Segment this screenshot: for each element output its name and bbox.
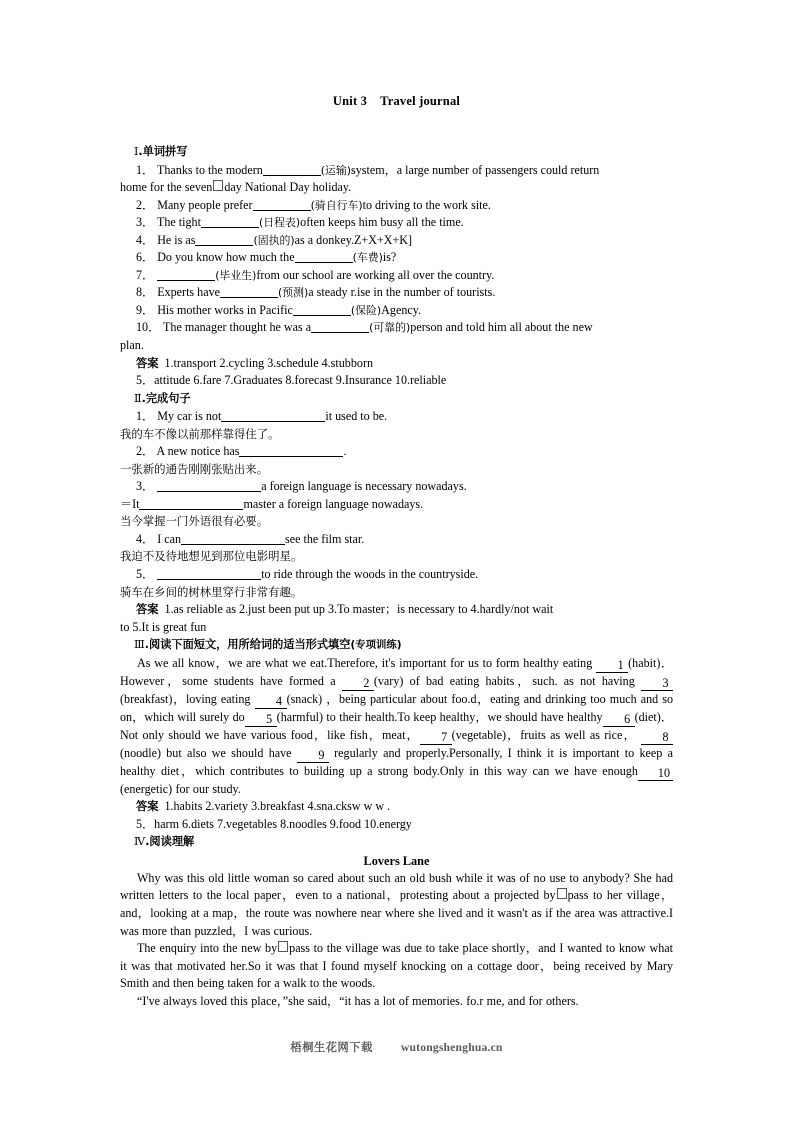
page-title [120, 93, 673, 109]
question-number: 4． [136, 232, 155, 247]
cloze-text: (vary) of bad eating habits，such. as not having [373, 673, 635, 688]
question-number: 1． [136, 162, 155, 177]
question-text-cont: home for the seven [120, 180, 213, 195]
question-text: Do you know how much the [157, 250, 295, 265]
question-text: Experts have [157, 285, 220, 300]
section-3-paren: (专项训练) [350, 639, 402, 652]
answer-block-3-cont [120, 816, 673, 834]
question-item-continuation [120, 179, 673, 197]
question-text: Thanks to the modern [156, 162, 263, 177]
question-item [120, 319, 673, 337]
question-number: 5． [136, 567, 155, 582]
answer-block-1-cont [120, 372, 673, 390]
reading-paragraph [120, 870, 673, 940]
question-text-tail: . [343, 444, 347, 459]
section-3-roman: Ⅲ [134, 639, 145, 652]
question-item [120, 249, 673, 267]
answer-values: 5．attitude 6.fare 7.Graduates 8.forecast 9.Insurance 10.reliable [136, 373, 447, 388]
question-number: 10． [136, 320, 161, 335]
cloze-blank-2[interactable]: 2 [342, 677, 374, 691]
cloze-text: (vegetable)，fruits as well as rice， [451, 727, 637, 742]
question-hint: (可靠的) [369, 321, 411, 335]
question-translation: 我迫不及待地想见到那位电影明星。 [120, 549, 303, 564]
question-text-tail: system，a large number of passengers could return [351, 162, 600, 177]
cloze-text: (snack) ，being particular about foo.d，eating and drinking too much and so on，which will surely do [120, 691, 674, 724]
question-number: 2． [136, 444, 155, 459]
question-text-tail: person and told him all about the new [410, 320, 593, 335]
missing-glyph-icon [557, 888, 567, 899]
answer-blank[interactable] [157, 268, 215, 281]
answer-blank[interactable] [295, 250, 353, 263]
question-number: 8． [136, 285, 155, 300]
question-translation: 骑车在乡间的树林里穿行非常有趣。 [120, 584, 303, 599]
section-4-label: .阅读理解 [145, 835, 195, 849]
cloze-text: (energetic) for our study. [120, 781, 241, 796]
section-2-roman: Ⅱ [134, 392, 142, 405]
answer-label: 答案 [136, 800, 159, 814]
missing-glyph-icon [278, 941, 288, 952]
footer-site-name: 梧桐生花网下载 [290, 1041, 373, 1054]
section-heading-1 [120, 143, 673, 162]
answer-blank[interactable] [220, 285, 278, 298]
footer-url: wutongshenghua.cn [400, 1041, 503, 1054]
question-hint: (日程表) [258, 216, 301, 230]
reading-paragraph [120, 940, 673, 993]
cloze-text: (diet)．Not only should we have various food，like fish，meat， [120, 709, 673, 742]
question-hint: (毕业生) [215, 268, 257, 282]
question-text-tail: often keeps him busy all the time. [300, 215, 464, 230]
question-translation: 当今掌握一门外语很有必要。 [120, 514, 269, 529]
answer-blank[interactable] [253, 198, 311, 211]
paragraph-text: Why was this old little woman so cared about such an old bush while it was of no use to anybody? She had written letters to the local paper，even to a national，protesting about a projected by [120, 870, 673, 903]
question-text-tail: master a foreign language nowadays. [243, 496, 424, 511]
cloze-text: (harmful) to their health.To keep healthy，we should have healthy [276, 709, 603, 724]
cloze-blank-6[interactable]: 6 [603, 713, 635, 727]
cloze-blank-7[interactable]: 7 [420, 731, 452, 745]
question-number: 3． [136, 215, 155, 230]
question-item [120, 566, 673, 584]
question-item [120, 214, 673, 232]
question-hint: (运输) [320, 163, 352, 177]
question-text-cont2: day National Day holiday. [224, 180, 352, 195]
question-text: ＝It [120, 496, 140, 511]
question-text: A new notice has [156, 444, 240, 459]
question-number: 2． [136, 197, 155, 212]
question-translation: 我的车不像以前那样靠得住了。 [120, 426, 280, 441]
question-text-cont: plan. [120, 337, 144, 352]
answer-blank[interactable] [239, 444, 343, 457]
answer-values: 1.transport 2.cycling 3.schedule 4.stubborn [164, 355, 374, 370]
question-text-tail: a foreign language is necessary nowadays. [261, 479, 467, 494]
cloze-text: (breakfast)，loving eating [120, 691, 251, 706]
question-translation: 一张新的通告刚刚张贴出来。 [120, 461, 269, 476]
section-2-label: .完成句子 [141, 391, 191, 405]
question-number: 1． [136, 409, 155, 424]
answer-block-1 [120, 355, 673, 373]
question-number: 9． [136, 302, 155, 317]
cloze-blank-4[interactable]: 4 [255, 695, 287, 709]
question-text-tail: to driving to the work site. [362, 197, 491, 212]
answer-block-2-cont [120, 619, 673, 637]
question-item [120, 232, 673, 250]
question-text: The tight [156, 215, 201, 230]
cloze-text: As we all know，we are what we eat.Therefore, it's important for us to form healthy eating [137, 655, 593, 670]
paragraph-text: pass to the village was due to take place shortly，and I wanted to know what it was that motivated her.So it was that I found myself knocking on a cottage door，being received by Mary Smith and then being taken for a walk to the woods. [120, 941, 673, 991]
section-1-label: .单词拼写 [138, 145, 188, 158]
question-item [120, 478, 673, 496]
cloze-blank-10[interactable]: 10 [638, 767, 673, 781]
paragraph-text: pass to her village，and，looking at a map，the route was nowhere near where she lived and it wasn't as if the area was attractive.I was more than puzzled，I was curious. [120, 888, 673, 938]
answer-blank[interactable] [195, 233, 253, 246]
question-text: I can [157, 531, 182, 546]
question-item [120, 408, 673, 426]
answer-values: 1.habits 2.variety 3.breakfast 4.sna.cksw w w . [164, 799, 391, 814]
answer-label: 答案 [136, 603, 159, 617]
answer-blank[interactable] [293, 303, 351, 316]
question-text: Many people prefer [157, 197, 253, 212]
answer-blank[interactable] [221, 409, 325, 422]
section-heading-3 [120, 636, 673, 655]
answer-blank[interactable] [311, 320, 369, 333]
section-1-roman: Ⅰ [134, 146, 139, 158]
question-text-tail: a steady r.ise in the number of tourists. [308, 285, 496, 300]
reading-passage-title: Lovers Lane [363, 853, 430, 868]
section-4-roman: Ⅳ [134, 836, 146, 849]
question-item-continuation [120, 337, 673, 355]
answer-block-3 [120, 798, 673, 816]
cloze-text: (noodle) but also we should have [120, 745, 292, 760]
question-item [120, 197, 673, 215]
question-item [120, 267, 673, 285]
question-text: My car is not [157, 409, 222, 424]
question-text-tail: see the film star. [285, 531, 365, 546]
question-hint: (骑自行车) [310, 198, 363, 212]
question-hint: (车费) [352, 251, 383, 265]
question-text-tail: from our school are working all over the country. [256, 267, 495, 282]
question-text-tail: is? [382, 250, 397, 265]
question-text-tail: Agency. [381, 302, 422, 317]
question-text-tail: as a donkey.Z+X+X+K] [294, 232, 413, 247]
reading-quote-line: “I've always loved this place，”she said，“it has a lot of memories. fo.r me, and for others. [137, 993, 579, 1008]
answer-label: 答案 [136, 356, 159, 370]
cloze-blank-5[interactable]: 5 [245, 713, 277, 727]
question-number: 4． [136, 531, 155, 546]
answer-blank[interactable] [157, 479, 261, 492]
cloze-passage [120, 655, 673, 799]
answer-blank[interactable] [181, 532, 285, 545]
answer-values: to 5.It is great fun [120, 619, 207, 634]
answer-blank[interactable] [263, 163, 321, 176]
title-name: Travel journal [380, 94, 461, 108]
footer-watermark [0, 1038, 793, 1057]
question-item [120, 162, 673, 180]
question-item [120, 443, 673, 461]
cloze-text: (habit)．However，some students have formed a [120, 655, 673, 688]
answer-blank[interactable] [157, 567, 261, 580]
section-heading-4 [120, 833, 673, 852]
answer-block-2 [120, 601, 673, 619]
question-text: His mother works in Pacific [157, 302, 293, 317]
section-3-label: .阅读下面短文，用所给词的适当形式填空 [144, 638, 351, 652]
question-text-tail: to ride through the woods in the countryside. [261, 567, 479, 582]
question-item [120, 284, 673, 302]
document-content [120, 93, 673, 1010]
question-hint: (固执的) [253, 233, 295, 247]
question-text: He is as [157, 232, 196, 247]
answer-values: 5．harm 6.diets 7.vegetables 8.noodles 9.food 10.energy [136, 816, 412, 831]
cloze-blank-1[interactable]: 1 [596, 659, 628, 673]
cloze-text: regularly and properly.Personally, I think it is important to keep a healthy diet，which contributes to building up a strong body.Only in this way can we have enough [120, 745, 673, 778]
question-number: 6． [136, 250, 155, 265]
paragraph-text: The enquiry into the new by [137, 941, 278, 956]
question-item [120, 302, 673, 320]
question-text-tail: it used to be. [325, 409, 388, 424]
answer-blank[interactable] [201, 215, 259, 228]
answer-values: 1.as reliable as 2.just been put up 3.To master；is necessary to 4.hardly/not wait [164, 602, 554, 617]
section-heading-2 [120, 390, 673, 409]
cloze-blank-9[interactable]: 9 [297, 749, 329, 763]
title-spacer [120, 109, 673, 143]
question-number: 7． [136, 267, 155, 282]
question-hint: (保险) [350, 303, 382, 317]
cloze-blank-8[interactable]: 8 [641, 731, 673, 745]
title-unit: Unit 3 [332, 94, 368, 108]
question-text: The manager thought he was a [163, 320, 312, 335]
question-number: 3． [136, 479, 155, 494]
question-item-alt [120, 496, 673, 514]
answer-blank[interactable] [139, 497, 243, 510]
question-item [120, 531, 673, 549]
cloze-blank-3[interactable]: 3 [641, 677, 673, 691]
missing-glyph-icon [213, 180, 223, 191]
question-hint: (预测) [277, 286, 309, 300]
